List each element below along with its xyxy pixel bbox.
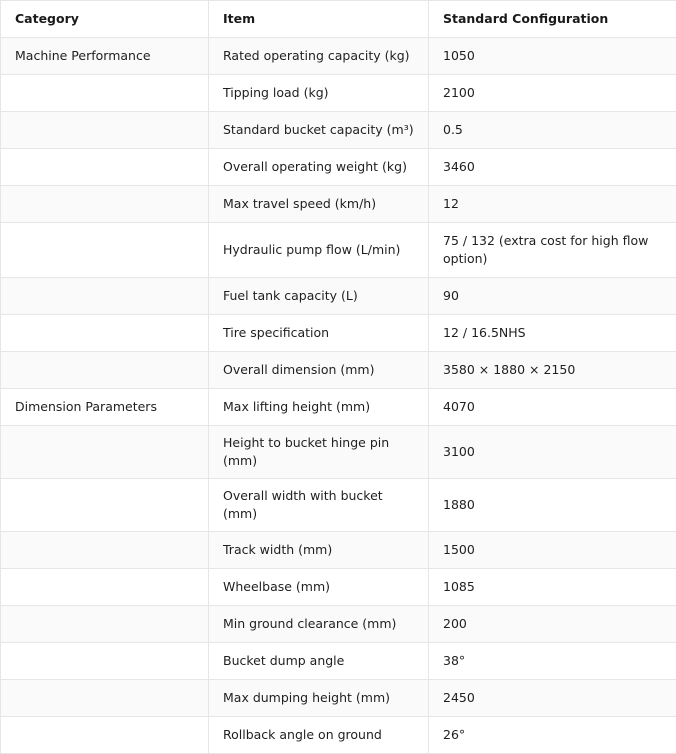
category-cell bbox=[1, 606, 209, 643]
value-cell: 75 / 132 (extra cost for high flow option) bbox=[429, 223, 676, 278]
category-cell: Machine Performance bbox=[1, 38, 209, 75]
value-cell: 12 / 16.5NHS bbox=[429, 315, 676, 352]
category-cell bbox=[1, 186, 209, 223]
value-cell: 3460 bbox=[429, 149, 676, 186]
table-header bbox=[1, 1, 676, 38]
table-row bbox=[1, 532, 676, 569]
value-cell: 12 bbox=[429, 186, 676, 223]
category-cell bbox=[1, 278, 209, 315]
table-row bbox=[1, 112, 676, 149]
category-cell bbox=[1, 223, 209, 278]
table-row bbox=[1, 426, 676, 479]
item-cell: Bucket dump angle bbox=[209, 643, 429, 680]
value-cell: 1500 bbox=[429, 532, 676, 569]
table-row bbox=[1, 606, 676, 643]
value-cell: 1050 bbox=[429, 38, 676, 75]
value-cell: 1085 bbox=[429, 569, 676, 606]
header-row bbox=[1, 1, 676, 38]
item-cell: Standard bucket capacity (m³) bbox=[209, 112, 429, 149]
category-cell bbox=[1, 532, 209, 569]
value-cell: 2100 bbox=[429, 75, 676, 112]
table-row bbox=[1, 643, 676, 680]
item-cell: Max lifting height (mm) bbox=[209, 389, 429, 426]
table-row bbox=[1, 479, 676, 532]
table-row bbox=[1, 680, 676, 717]
value-cell: 26° bbox=[429, 717, 676, 754]
table-body bbox=[1, 38, 676, 754]
item-cell: Max travel speed (km/h) bbox=[209, 186, 429, 223]
category-cell: Dimension Parameters bbox=[1, 389, 209, 426]
item-cell: Track width (mm) bbox=[209, 532, 429, 569]
table-row bbox=[1, 278, 676, 315]
table-row bbox=[1, 352, 676, 389]
item-cell: Fuel tank capacity (L) bbox=[209, 278, 429, 315]
item-cell: Height to bucket hinge pin (mm) bbox=[209, 426, 429, 479]
table-row bbox=[1, 389, 676, 426]
item-cell: Overall width with bucket (mm) bbox=[209, 479, 429, 532]
category-cell bbox=[1, 717, 209, 754]
category-cell bbox=[1, 569, 209, 606]
item-cell: Tire specification bbox=[209, 315, 429, 352]
table-row bbox=[1, 315, 676, 352]
value-cell: 90 bbox=[429, 278, 676, 315]
value-cell: 2450 bbox=[429, 680, 676, 717]
item-cell: Overall operating weight (kg) bbox=[209, 149, 429, 186]
value-cell: 3100 bbox=[429, 426, 676, 479]
category-cell bbox=[1, 352, 209, 389]
category-cell bbox=[1, 426, 209, 479]
category-cell bbox=[1, 315, 209, 352]
table-row bbox=[1, 149, 676, 186]
item-cell: Rated operating capacity (kg) bbox=[209, 38, 429, 75]
category-cell bbox=[1, 112, 209, 149]
item-cell: Overall dimension (mm) bbox=[209, 352, 429, 389]
category-cell bbox=[1, 643, 209, 680]
category-cell bbox=[1, 479, 209, 532]
item-cell: Min ground clearance (mm) bbox=[209, 606, 429, 643]
header-item: Item bbox=[209, 1, 429, 38]
item-cell: Hydraulic pump flow (L/min) bbox=[209, 223, 429, 278]
value-cell: 38° bbox=[429, 643, 676, 680]
item-cell: Wheelbase (mm) bbox=[209, 569, 429, 606]
table-row bbox=[1, 717, 676, 754]
header-standard-configuration: Standard Configuration bbox=[429, 1, 676, 38]
item-cell: Max dumping height (mm) bbox=[209, 680, 429, 717]
table-row bbox=[1, 223, 676, 278]
value-cell: 0.5 bbox=[429, 112, 676, 149]
table-row bbox=[1, 186, 676, 223]
category-cell bbox=[1, 75, 209, 112]
category-cell bbox=[1, 680, 209, 717]
table-row bbox=[1, 38, 676, 75]
value-cell: 3580 × 1880 × 2150 bbox=[429, 352, 676, 389]
header-category: Category bbox=[1, 1, 209, 38]
item-cell: Rollback angle on ground bbox=[209, 717, 429, 754]
table-row bbox=[1, 75, 676, 112]
value-cell: 200 bbox=[429, 606, 676, 643]
item-cell: Tipping load (kg) bbox=[209, 75, 429, 112]
table-row bbox=[1, 569, 676, 606]
value-cell: 4070 bbox=[429, 389, 676, 426]
value-cell: 1880 bbox=[429, 479, 676, 532]
category-cell bbox=[1, 149, 209, 186]
